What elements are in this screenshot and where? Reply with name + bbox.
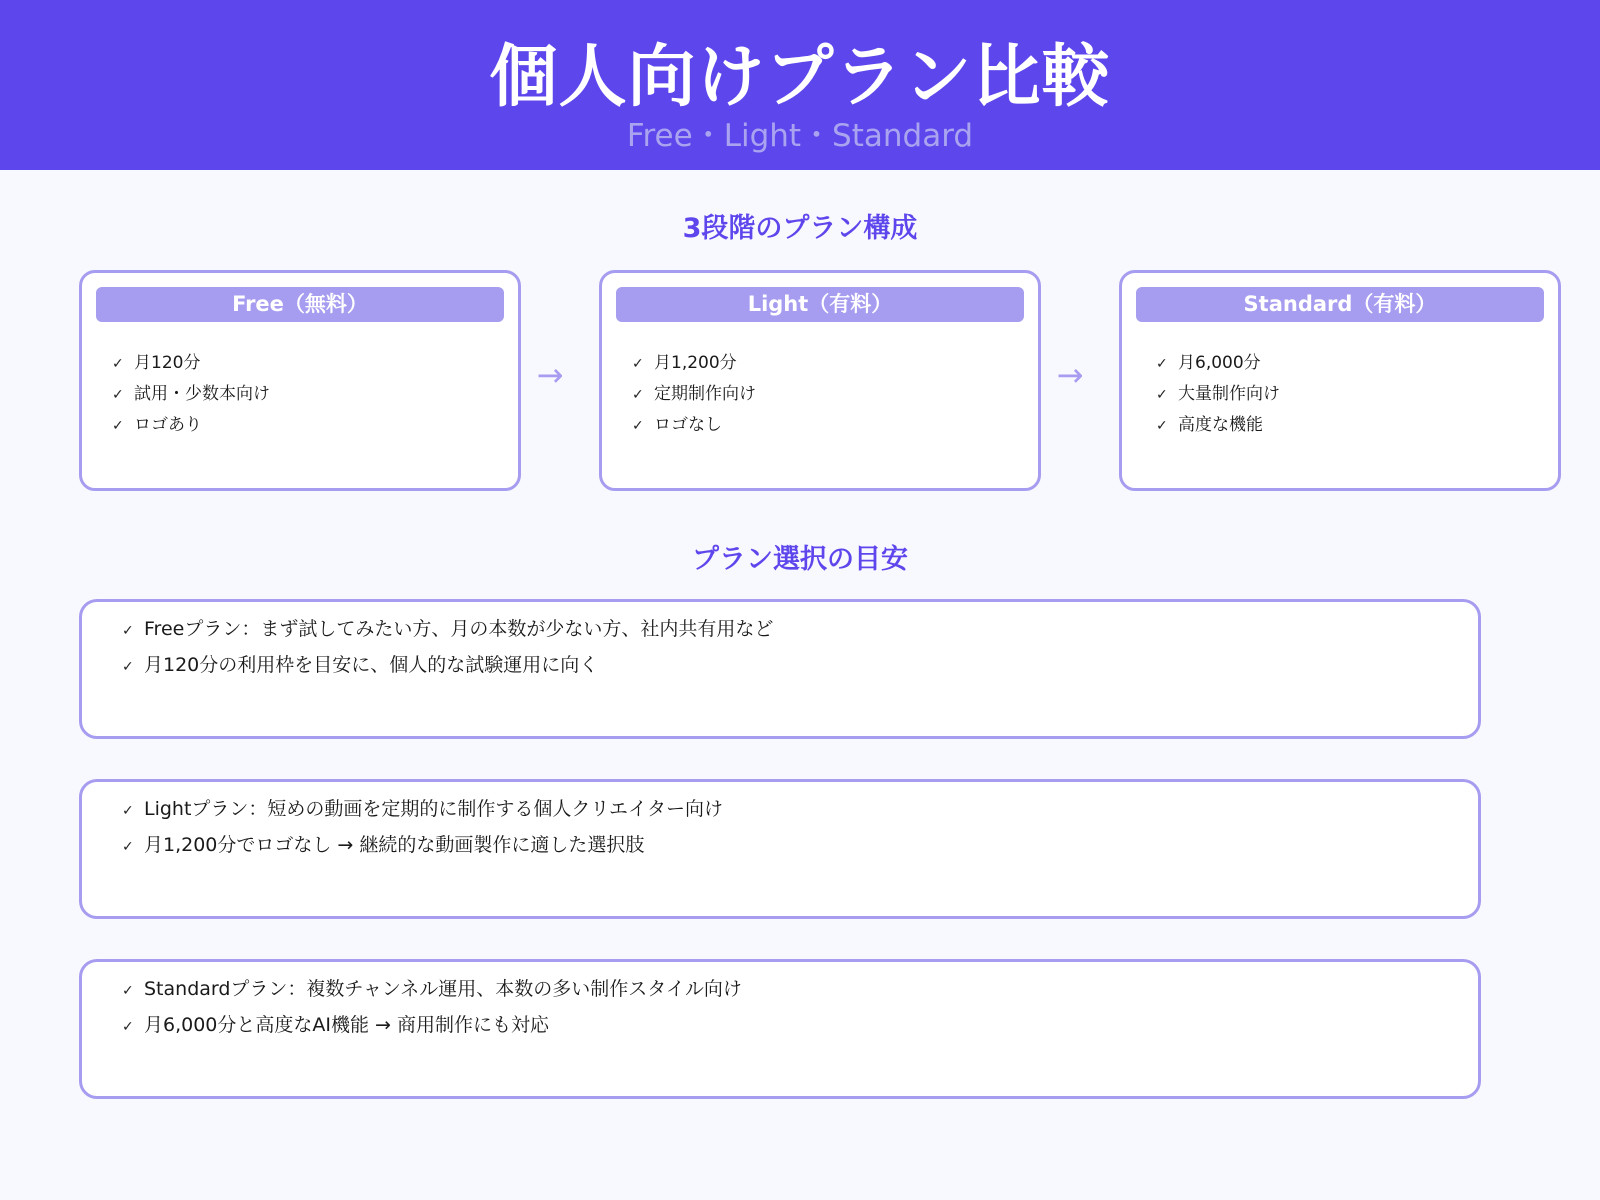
page-subtitle: Free・Light・Standard xyxy=(626,118,974,154)
check-icon: ✓ xyxy=(122,803,134,819)
guide-box-free xyxy=(79,599,1481,739)
check-icon: ✓ xyxy=(122,1019,134,1035)
check-icon: ✓ xyxy=(122,623,134,639)
guide-section-title: プラン選択の目安 xyxy=(692,544,908,575)
feature-item: ✓ 月1,200分 xyxy=(632,348,756,379)
feature-item: ✓ 月120分 xyxy=(112,348,270,379)
guide-list xyxy=(122,792,723,864)
plan-header: Free（無料） xyxy=(96,287,504,322)
feature-item: ✓ 試用・少数本向け xyxy=(112,379,270,410)
check-icon: ✓ xyxy=(1156,418,1168,434)
plan-header: Light（有料） xyxy=(616,287,1024,322)
guide-item: ✓ 月120分の利用枠を目安に、個人的な試験運用に向く xyxy=(122,648,773,684)
feature-item: ✓ 高度な機能 xyxy=(1156,410,1280,441)
guide-item: ✓ 月1,200分でロゴなし → 継続的な動画製作に適した選択肢 xyxy=(122,828,723,864)
plan-card-light xyxy=(599,270,1041,491)
guide-item: ✓ Freeプラン：まず試してみたい方、月の本数が少ない方、社内共有用など xyxy=(122,612,773,648)
guide-list xyxy=(122,972,742,1044)
check-icon: ✓ xyxy=(112,356,124,372)
guide-list xyxy=(122,612,773,684)
check-icon: ✓ xyxy=(632,418,644,434)
guide-box-standard xyxy=(79,959,1481,1099)
check-icon: ✓ xyxy=(632,356,644,372)
plan-card-free xyxy=(79,270,521,491)
feature-item: ✓ 大量制作向け xyxy=(1156,379,1280,410)
feature-item: ✓ 月6,000分 xyxy=(1156,348,1280,379)
check-icon: ✓ xyxy=(122,839,134,855)
feature-item: ✓ ロゴなし xyxy=(632,410,756,441)
page-header xyxy=(0,0,1600,170)
arrow-right-icon: → xyxy=(1056,356,1084,394)
guide-item: ✓ Standardプラン：複数チャンネル運用、本数の多い制作スタイル向け xyxy=(122,972,742,1008)
feature-list xyxy=(632,348,756,441)
check-icon: ✓ xyxy=(122,659,134,675)
check-icon: ✓ xyxy=(632,387,644,403)
arrow-right-icon: → xyxy=(536,356,564,394)
guide-item: ✓ Lightプラン：短めの動画を定期的に制作する個人クリエイター向け xyxy=(122,792,723,828)
page-title: 個人向けプラン比較 xyxy=(489,38,1111,117)
guide-box-light xyxy=(79,779,1481,919)
feature-list xyxy=(1156,348,1280,441)
feature-item: ✓ 定期制作向け xyxy=(632,379,756,410)
feature-list xyxy=(112,348,270,441)
plan-header: Standard（有料） xyxy=(1136,287,1544,322)
check-icon: ✓ xyxy=(112,387,124,403)
plan-card-standard xyxy=(1119,270,1561,491)
feature-item: ✓ ロゴあり xyxy=(112,410,270,441)
check-icon: ✓ xyxy=(1156,387,1168,403)
guide-item: ✓ 月6,000分と高度なAI機能 → 商用制作にも対応 xyxy=(122,1008,742,1044)
structure-section-title: 3段階のプラン構成 xyxy=(682,213,918,244)
check-icon: ✓ xyxy=(1156,356,1168,372)
check-icon: ✓ xyxy=(122,983,134,999)
check-icon: ✓ xyxy=(112,418,124,434)
